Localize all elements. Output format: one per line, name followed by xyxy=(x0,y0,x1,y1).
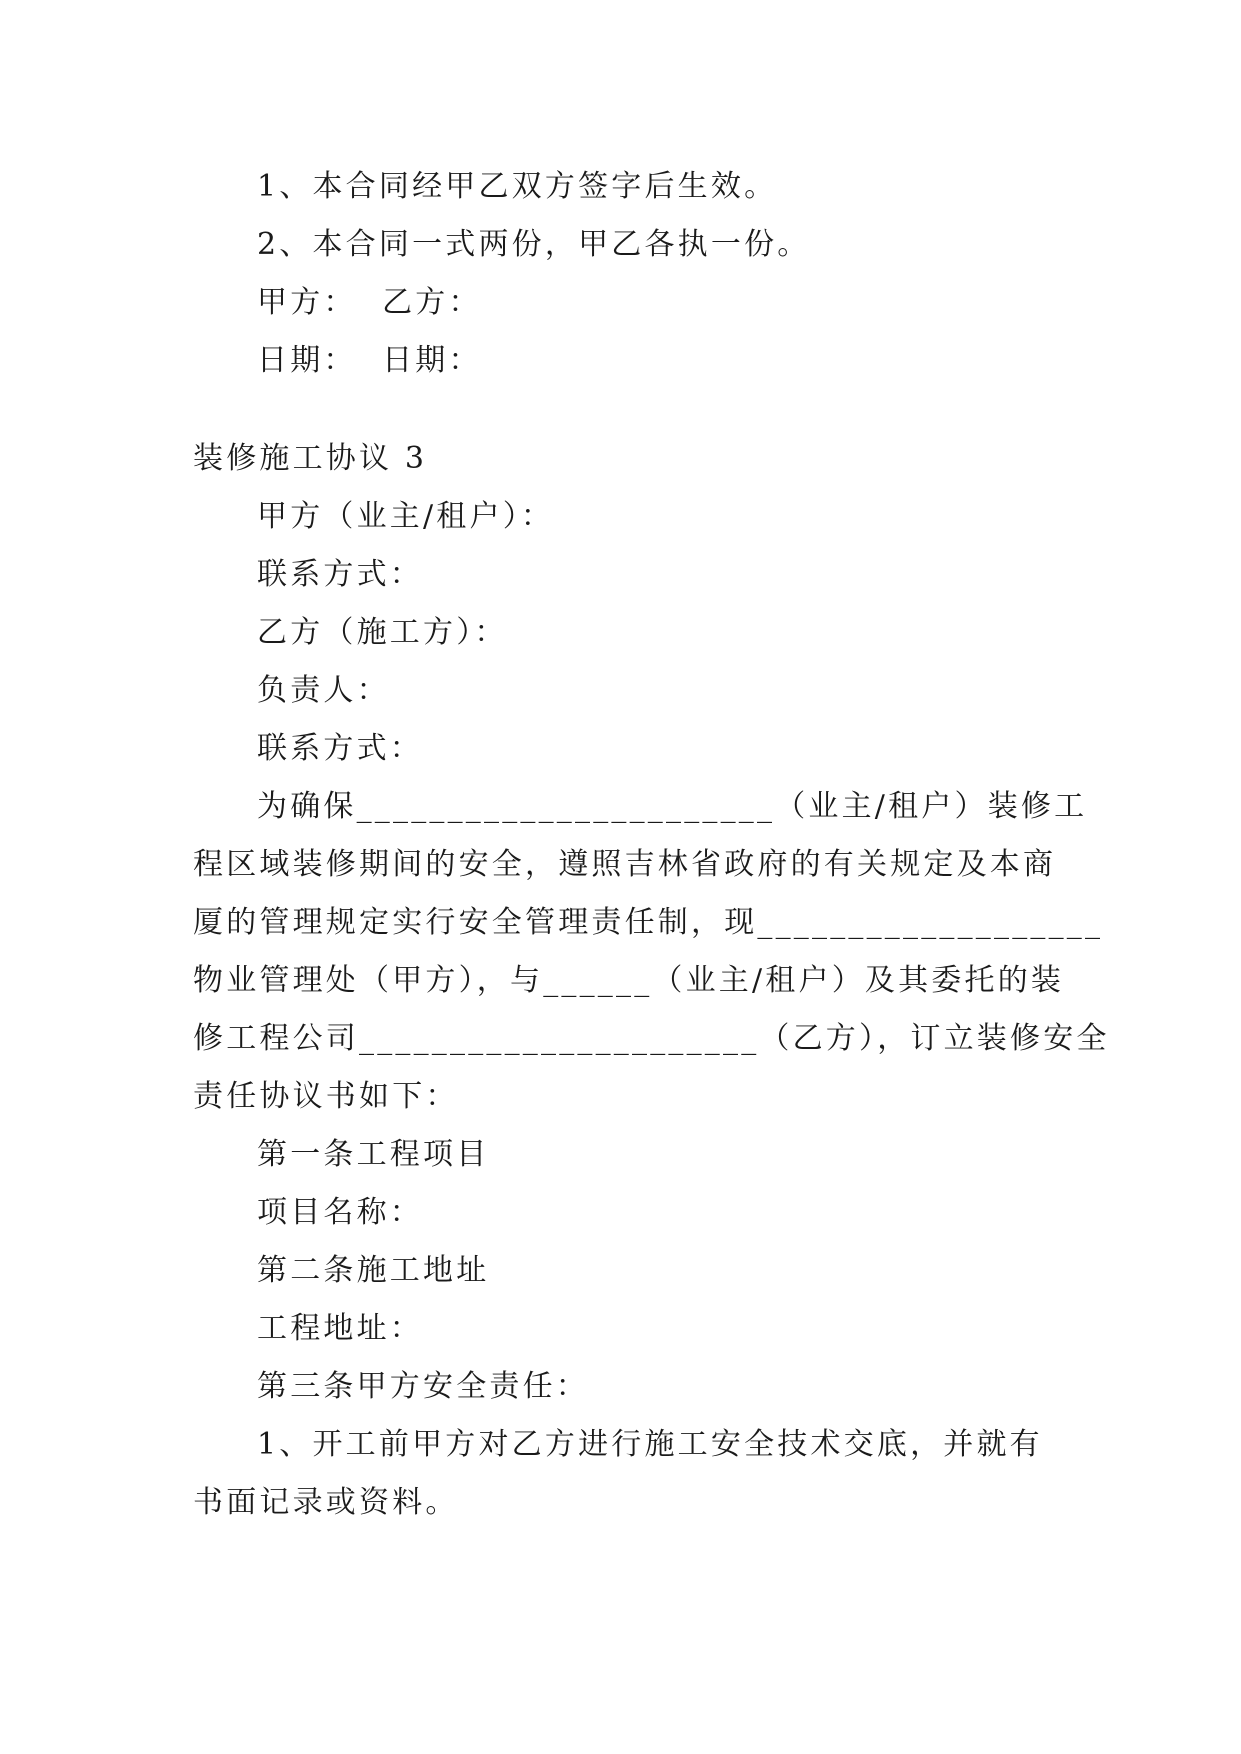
clause-copies: 2、本合同一式两份，甲乙各执一份。 xyxy=(257,227,811,262)
party-a-contact-label: 联系方式： xyxy=(257,557,423,592)
document-body xyxy=(193,158,1110,1532)
party-b-label: 乙方（施工方）： xyxy=(257,615,508,650)
article-3-item-1-line-1: 1、开工前甲方对乙方进行施工安全技术交底，并就有 xyxy=(257,1427,1043,1462)
preamble-line-3: 厦的管理规定实行安全管理责任制，现___________________ xyxy=(193,905,1104,940)
article-2-heading: 第二条施工地址 xyxy=(257,1253,490,1288)
project-address-label: 工程地址： xyxy=(257,1311,423,1346)
preamble-line-6: 责任协议书如下： xyxy=(193,1079,459,1114)
preamble-line-5: 修工程公司______________________（乙方），订立装修安全 xyxy=(193,1021,1110,1056)
date-signature-line: 日期： 日期： xyxy=(257,343,482,378)
project-name-label: 项目名称： xyxy=(257,1195,423,1230)
preamble-line-4: 物业管理处（甲方），与______（业主/租户）及其委托的装 xyxy=(193,963,1065,998)
party-signature-line: 甲方： 乙方： xyxy=(257,285,482,320)
article-1-heading: 第一条工程项目 xyxy=(257,1137,490,1172)
article-3-item-1-line-2: 书面记录或资料。 xyxy=(193,1485,459,1520)
preamble-line-1: 为确保_______________________（业主/租户）装修工 xyxy=(257,789,1088,824)
party-b-person-label: 负责人： xyxy=(257,673,390,708)
article-3-heading: 第三条甲方安全责任： xyxy=(257,1369,589,1404)
preamble-line-2: 程区域装修期间的安全，遵照吉林省政府的有关规定及本商 xyxy=(193,847,1057,882)
party-a-label: 甲方（业主/租户）： xyxy=(257,499,555,534)
clause-effective: 1、本合同经甲乙双方签字后生效。 xyxy=(257,169,778,204)
party-b-contact-label: 联系方式： xyxy=(257,731,423,766)
document-title: 装修施工协议 3 xyxy=(193,441,428,476)
section-gap xyxy=(193,390,1053,430)
